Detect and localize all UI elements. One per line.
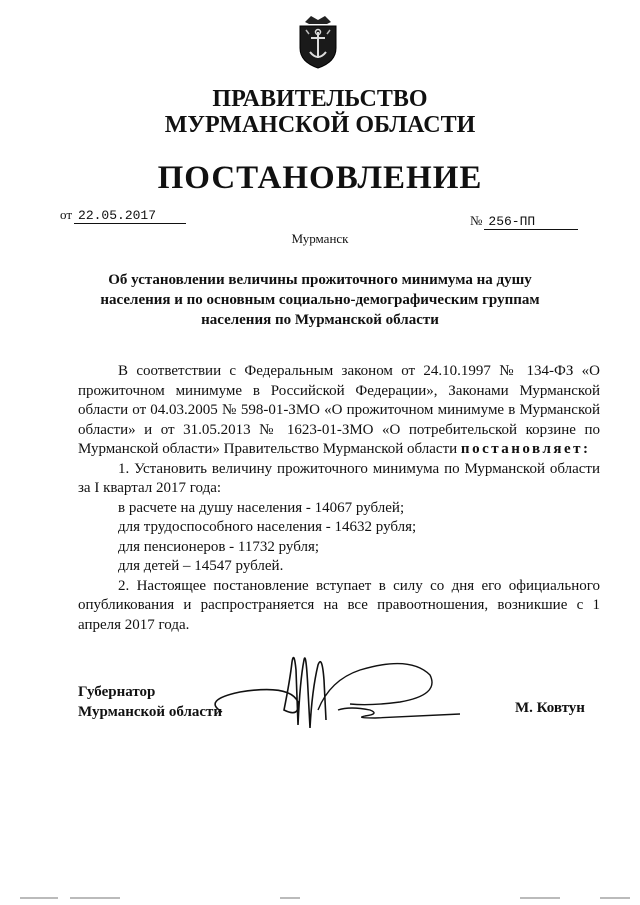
item-1-list-entry: для трудоспособного населения - 14632 рубля; <box>118 519 417 535</box>
document-type: ПОСТАНОВЛЕНИЕ <box>157 160 483 196</box>
signatory-title-line: Губернатор <box>78 684 156 700</box>
item-2: 2. Настоящее постановление вступает в силу со дня его официального опубликования и распространяется на все правоотношения, возникшие с 1 апреля 2017 года. <box>78 577 600 633</box>
document-date: 22.05.2017 <box>74 208 186 224</box>
item-1-list-entry: для детей – 14547 рублей. <box>118 558 284 574</box>
subject-line: населения и по основным социально-демографическим группам <box>100 292 540 308</box>
number-prefix: № <box>470 213 483 228</box>
coat-of-arms-icon <box>297 14 339 70</box>
signatory-title-line: Мурманской области <box>78 704 223 720</box>
date-line <box>60 207 186 224</box>
scan-edge-marks <box>0 890 640 905</box>
signatory-name: М. Ковтун <box>515 700 585 716</box>
subject-line: Об установлении величины прожиточного минимума на душу <box>108 272 532 288</box>
item-1: 1. Установить величину прожиточного минимума по Мурманской области за I квартал 2017 года: <box>78 460 600 496</box>
number-line <box>470 213 578 230</box>
document-body <box>78 362 600 635</box>
item-1-list-entry: для пенсионеров - 11732 рубля; <box>118 538 320 555</box>
document-number: 256-ПП <box>484 214 578 230</box>
preamble-text: В соответствии с Федеральным законом от 24.10.1997 № 134-ФЗ «О прожиточном минимуме в Российской Федерации», Законами Мурманской области от 04.03.2005 № 598-01-ЗМО «О прожиточном минимуме в Мурманской области» и от 31.05.2013 № 1623-01-ЗМО «О потребительской корзине по Мурманской области» Правительство Мурманской области <box>78 363 600 457</box>
city: Мурманск <box>291 231 349 246</box>
subject-line: населения по Мурманской области <box>201 312 439 328</box>
item-1-list-entry: в расчете на душу населения - 14067 рублей; <box>118 499 405 516</box>
document-subject <box>95 270 545 330</box>
handwritten-signature <box>200 640 470 740</box>
decree-word: постановляет: <box>460 441 591 457</box>
government-title-line2: МУРМАНСКОЙ ОБЛАСТИ <box>164 112 476 138</box>
preamble-paragraph <box>78 362 600 460</box>
government-title-line1: ПРАВИТЕЛЬСТВО <box>212 86 428 112</box>
date-prefix: от <box>60 207 73 222</box>
